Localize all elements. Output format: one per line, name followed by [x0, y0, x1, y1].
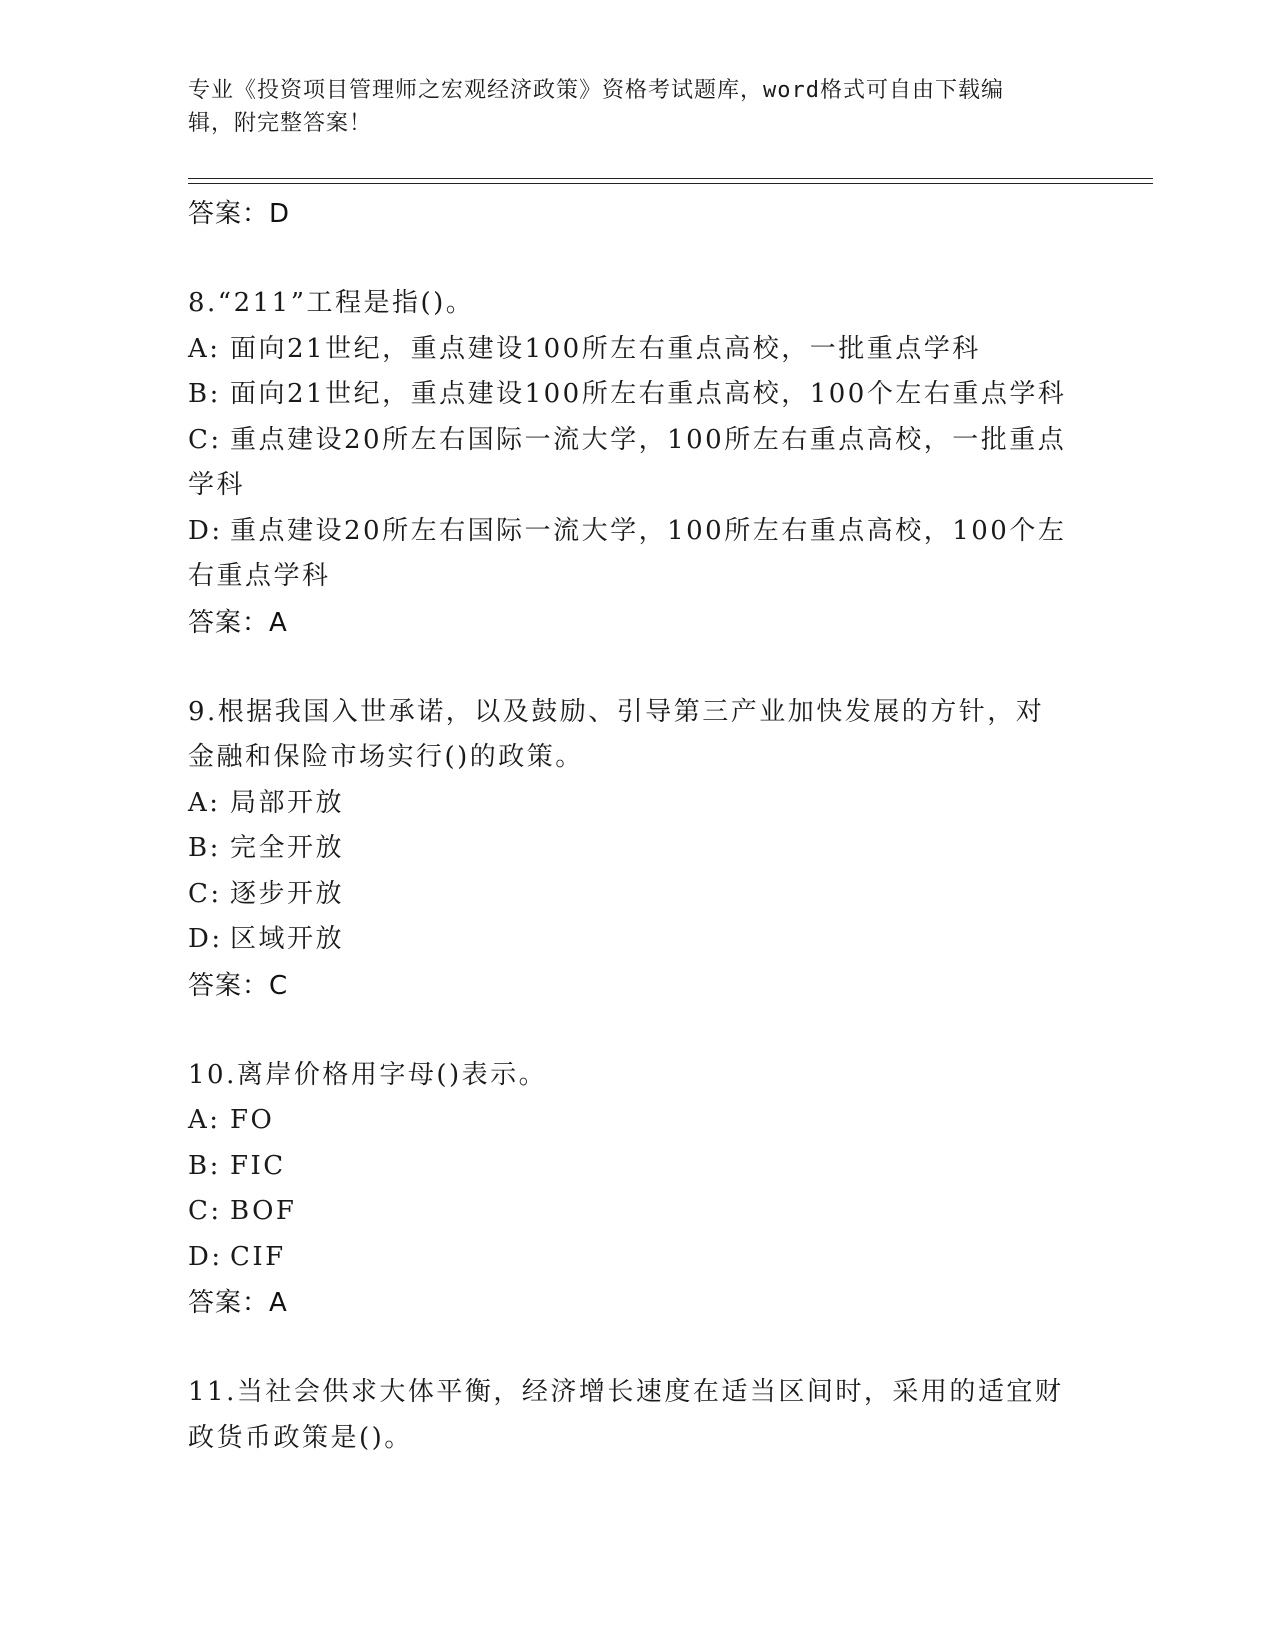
option-d	[188, 509, 1083, 555]
option-c	[188, 872, 1083, 918]
question-block	[188, 1053, 1083, 1327]
option-label: C:	[188, 878, 222, 909]
option-d: 右重点学科	[188, 561, 331, 591]
option-text: 区域开放	[230, 924, 345, 954]
option-a	[188, 327, 1083, 373]
option-label: D:	[188, 924, 223, 954]
option-label: A:	[188, 1105, 221, 1135]
option-b	[188, 372, 1083, 418]
option-label: C:	[188, 1196, 222, 1226]
answer-line: 答案：A	[188, 607, 288, 638]
option-label: C:	[188, 424, 222, 455]
option-text: 完全开放	[230, 833, 345, 863]
question-stem: 10.离岸价格用字母()表示。	[188, 1059, 548, 1090]
option-a	[188, 1098, 1083, 1144]
option-b	[188, 1144, 1083, 1190]
header-line-1: 专业《投资项目管理师之宏观经济政策》资格考试题库，word格式可自由下载编	[188, 78, 1004, 103]
option-text: FIC	[230, 1150, 286, 1181]
question-stem: 政货币政策是()。	[188, 1422, 413, 1453]
question-list	[188, 191, 1083, 1461]
answer-line: 答案：C	[188, 970, 289, 1001]
option-text: FO	[230, 1105, 275, 1135]
question-stem: 9.根据我国入世承诺，以及鼓励、引导第三产业加快发展的方针，对	[188, 696, 1045, 727]
option-label: D:	[188, 515, 223, 546]
question-stem: 8.“211”工程是指()。	[188, 288, 475, 318]
question-block	[188, 690, 1083, 1009]
option-label: B:	[188, 1150, 221, 1181]
question-stem: 11.当社会供求大体平衡，经济增长速度在适当区间时，采用的适宜财	[188, 1377, 1064, 1407]
option-text: 逐步开放	[230, 878, 345, 909]
option-d	[188, 1235, 1083, 1281]
option-c	[188, 1189, 1083, 1235]
question-stem: 金融和保险市场实行()的政策。	[188, 742, 584, 772]
header-line-2: 辑，附完整答案！	[188, 111, 373, 136]
option-label: A:	[188, 333, 221, 364]
option-text: 局部开放	[230, 787, 345, 818]
header-divider-top	[188, 178, 1153, 179]
header-divider-bottom	[188, 183, 1153, 184]
question-block	[188, 281, 1083, 646]
option-label: B:	[188, 833, 221, 863]
option-label: D:	[188, 1241, 223, 1272]
answer-line: 答案：A	[188, 1288, 288, 1318]
document-header	[188, 74, 1068, 140]
option-text: BOF	[230, 1196, 297, 1226]
option-label: A:	[188, 787, 221, 818]
option-text: 面向21世纪，重点建设100所左右重点高校，100个左右重点学科	[230, 379, 1067, 409]
option-label: B:	[188, 379, 221, 409]
option-d	[188, 917, 1083, 963]
option-text: 面向21世纪，重点建设100所左右重点高校，一批重点学科	[230, 333, 981, 364]
option-a	[188, 781, 1083, 827]
option-c: 学科	[188, 470, 246, 500]
option-text: 重点建设20所左右国际一流大学，100所左右重点高校，100个左	[230, 515, 1067, 546]
option-c	[188, 418, 1083, 464]
question-block	[188, 1370, 1083, 1461]
option-text: CIF	[230, 1241, 286, 1272]
option-text: 重点建设20所左右国际一流大学，100所左右重点高校，一批重点	[230, 424, 1067, 455]
previous-answer: 答案：D	[188, 199, 291, 229]
option-b	[188, 826, 1083, 872]
